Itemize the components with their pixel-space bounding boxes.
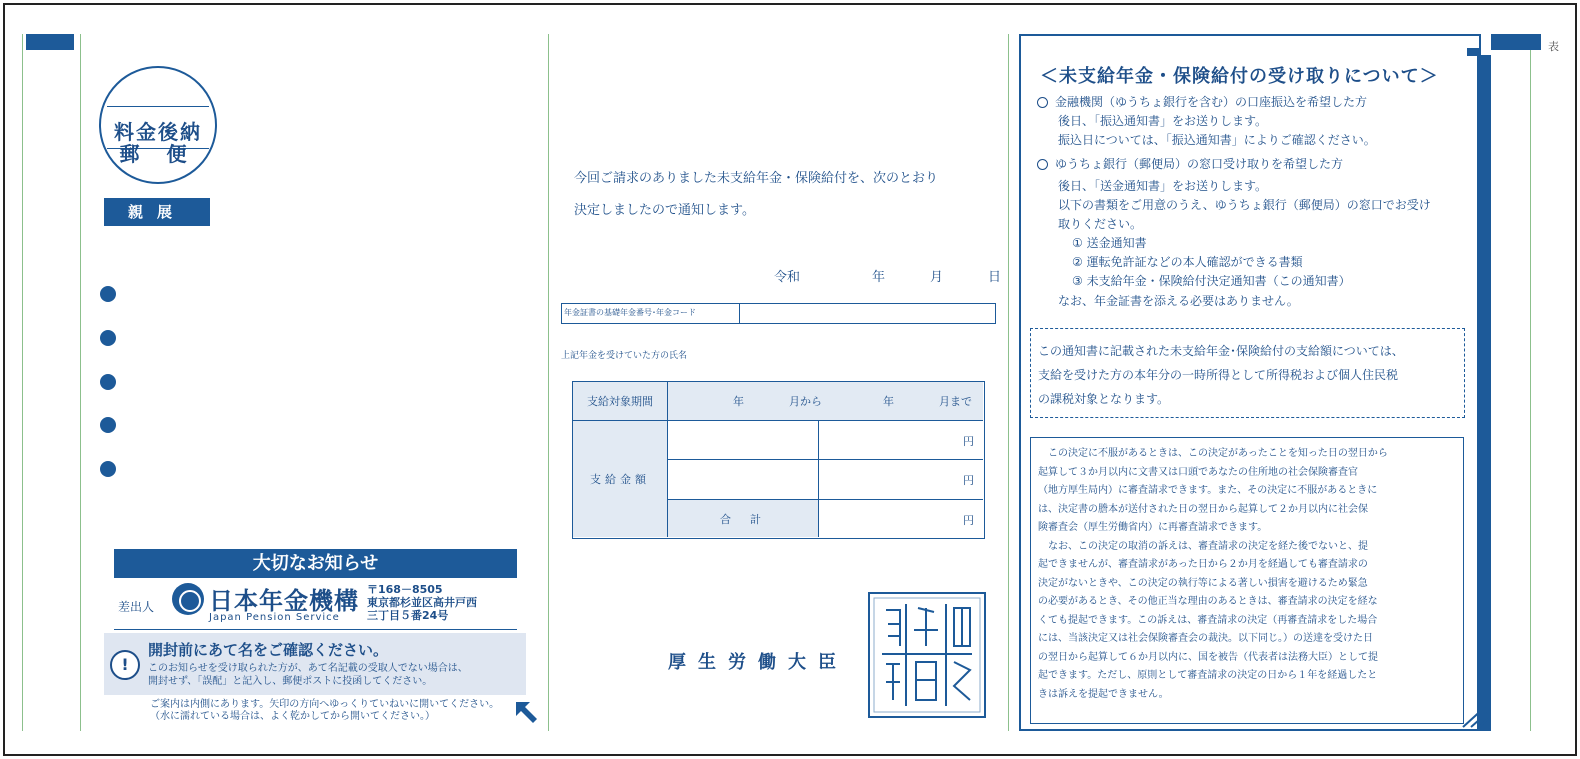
personal-mark: 親展: [104, 198, 210, 226]
address-line1: 東京都杉並区高井戸西: [367, 596, 477, 609]
postage-mark: [99, 66, 217, 184]
fold-guide-left: [22, 34, 23, 731]
option2-line1: 後日、「送金通知書」をお送りします。: [1058, 179, 1268, 193]
fold-guide-mid-right: [1008, 34, 1009, 731]
period-to-month: 月まで: [939, 395, 972, 408]
intro-line2: 決定しましたので通知します。: [574, 203, 755, 218]
amount-yen-1: 円: [963, 435, 974, 448]
period-from-month: 月から: [789, 395, 822, 408]
info-panel-strip: [1477, 55, 1491, 731]
inside-note-line2: （水に濡れている場合は、よく乾かしてから開いてください。）: [150, 711, 435, 722]
option2-line4: なお、年金証書を添える必要はありません。: [1058, 294, 1299, 308]
open-arrow-icon: [514, 700, 540, 726]
confirm-body-line1: このお知らせを受け取られた方が、あて名記載の受取人でない場合は、: [148, 663, 468, 674]
amount-yen-2: 円: [963, 474, 974, 487]
fold-guide-mid-left: [548, 34, 549, 731]
important-notice-banner: 大切なお知らせ: [114, 549, 517, 578]
address-line2: 三丁目５番24号: [367, 609, 449, 622]
pension-code-field: [561, 303, 996, 324]
tax-line3: の課税対象となります。: [1038, 392, 1170, 406]
required-doc-1: ① 送金通知書: [1072, 236, 1147, 250]
tax-line1: この通知書に記載された未支給年金･保険給付の支給額については、: [1038, 344, 1404, 358]
option1-line1: 後日、「振込通知書」をお送りします。: [1058, 114, 1268, 128]
option2-bullet-icon: [1037, 159, 1048, 170]
org-address: [367, 583, 477, 622]
address-bullet-4: [100, 417, 116, 433]
amount-label: 支給金額: [590, 473, 650, 486]
option1-bullet-icon: [1037, 97, 1048, 108]
intro-line1: 今回ご請求のありました未支給年金・保険給付を、次のとおり: [574, 171, 939, 186]
confirm-body: [148, 662, 468, 688]
period-to-year: 年: [883, 395, 894, 408]
official-seal-icon: [866, 590, 988, 720]
exclamation-icon: !: [110, 650, 140, 680]
date-month: 月: [930, 270, 944, 285]
confirm-body-line2: 開封せず、「誤配」と記入し、郵便ポストに投函してください。: [148, 676, 433, 687]
date-day: 日: [988, 270, 1002, 285]
period-from-year: 年: [733, 395, 744, 408]
option1-head: 金融機関（ゆうちょ銀行を含む）の口座振込を希望した方: [1055, 95, 1368, 109]
jps-logo-icon: [172, 583, 204, 615]
fold-guide-right: [1530, 34, 1531, 731]
postage-line2: 郵 便: [119, 142, 197, 166]
top-left-tab: [26, 34, 74, 50]
pension-code-label: 年金証書の基礎年金番号･年金コード: [562, 304, 740, 323]
date-era: 令和: [774, 270, 801, 285]
address-bullet-5: [100, 461, 116, 477]
org-name-ja: 日本年金機構: [209, 587, 359, 615]
period-label: 支給対象期間: [587, 395, 653, 408]
postal-code: 〒168－8505: [367, 583, 443, 596]
info-title: ＜未支給年金・保険給付の受け取りについて＞: [1040, 66, 1439, 87]
notice-divider: [114, 629, 517, 630]
total-label: 合 計: [720, 513, 765, 526]
minister-title: 厚生労働大臣: [668, 652, 848, 673]
deceased-name-label: 上記年金を受けていた方の氏名: [561, 351, 688, 361]
required-doc-2: ② 運転免許証などの本人確認ができる書類: [1072, 255, 1303, 269]
corner-mark-icon: 表: [1548, 40, 1559, 53]
fold-guide-left-inner: [80, 34, 81, 731]
org-name-en: Japan Pension Service: [209, 612, 340, 623]
inside-note-line1: ご案内は内側にあります。矢印の方向へゆっくりていねいに開いてください。: [150, 699, 500, 710]
decision-intro: [574, 163, 1014, 227]
address-bullet-3: [100, 374, 116, 390]
address-bullet-1: [100, 286, 116, 302]
option1-line2: 振込日については、「振込通知書」によりご確認ください。: [1058, 133, 1376, 147]
confirm-title: 開封前にあて名をご確認ください。: [148, 641, 389, 659]
option2-line3: 取りください。: [1058, 217, 1143, 231]
postage-line1: 料金後納: [114, 120, 202, 144]
required-doc-3: ③ 未支給年金・保険給付決定通知書（この通知書）: [1072, 274, 1351, 288]
sender-label: 差出人: [118, 600, 155, 614]
corner-stripe-icon: [1459, 703, 1489, 729]
date-year: 年: [872, 270, 886, 285]
top-right-tab: [1491, 34, 1541, 50]
option2-head: ゆうちょ銀行（郵便局）の窓口受け取りを希望した方: [1055, 157, 1344, 171]
option2-line2: 以下の書類をご用意のうえ、ゆうちょ銀行（郵便局）の窓口でお受け: [1058, 198, 1431, 212]
inside-note: [150, 699, 499, 723]
tax-line2: 支給を受けた方の本年分の一時所得として所得税および個人住民税: [1038, 368, 1399, 382]
total-yen: 円: [963, 514, 974, 527]
payment-table: [572, 381, 985, 539]
address-bullet-2: [100, 330, 116, 346]
appeal-text: この決定に不服があるときは、この決定があったことを知った日の翌日から 起算して３か月以内に文書又は口頭であなたの住所地の社会保険審査官 （地方厚生局内）に審査請求できます。また、その決定に不服があるときに は、決定書の謄本が送付された日の翌日から起算して２か月以内に社会保 険審査会（厚生労働省内）に再審査請求できます。 なお、この決定の取消の訴えは、審査請求の決定を経た後でないと、提 起できませんが、審査請求があった日から２か月を経過しても審査請求の 決定がないときや、この決定の執行等による著しい損害を避けるため緊急 の必要があるとき、その他正当な理由のあるときは、審査請求の決定を経な くても提起できます。この訴えは、審査請求の決定（再審査請求をした場合 には、当該決定又は社会保険審査会の裁決。以下同じ。）の送達を受けた日 の翌日から起算して６か月以内に、国を被告（代表者は法務大臣）として提 起できます。ただし、原則として審査請求の決定の日から１年を経過したと きは訴えを提起できません。: [1038, 448, 1388, 700]
